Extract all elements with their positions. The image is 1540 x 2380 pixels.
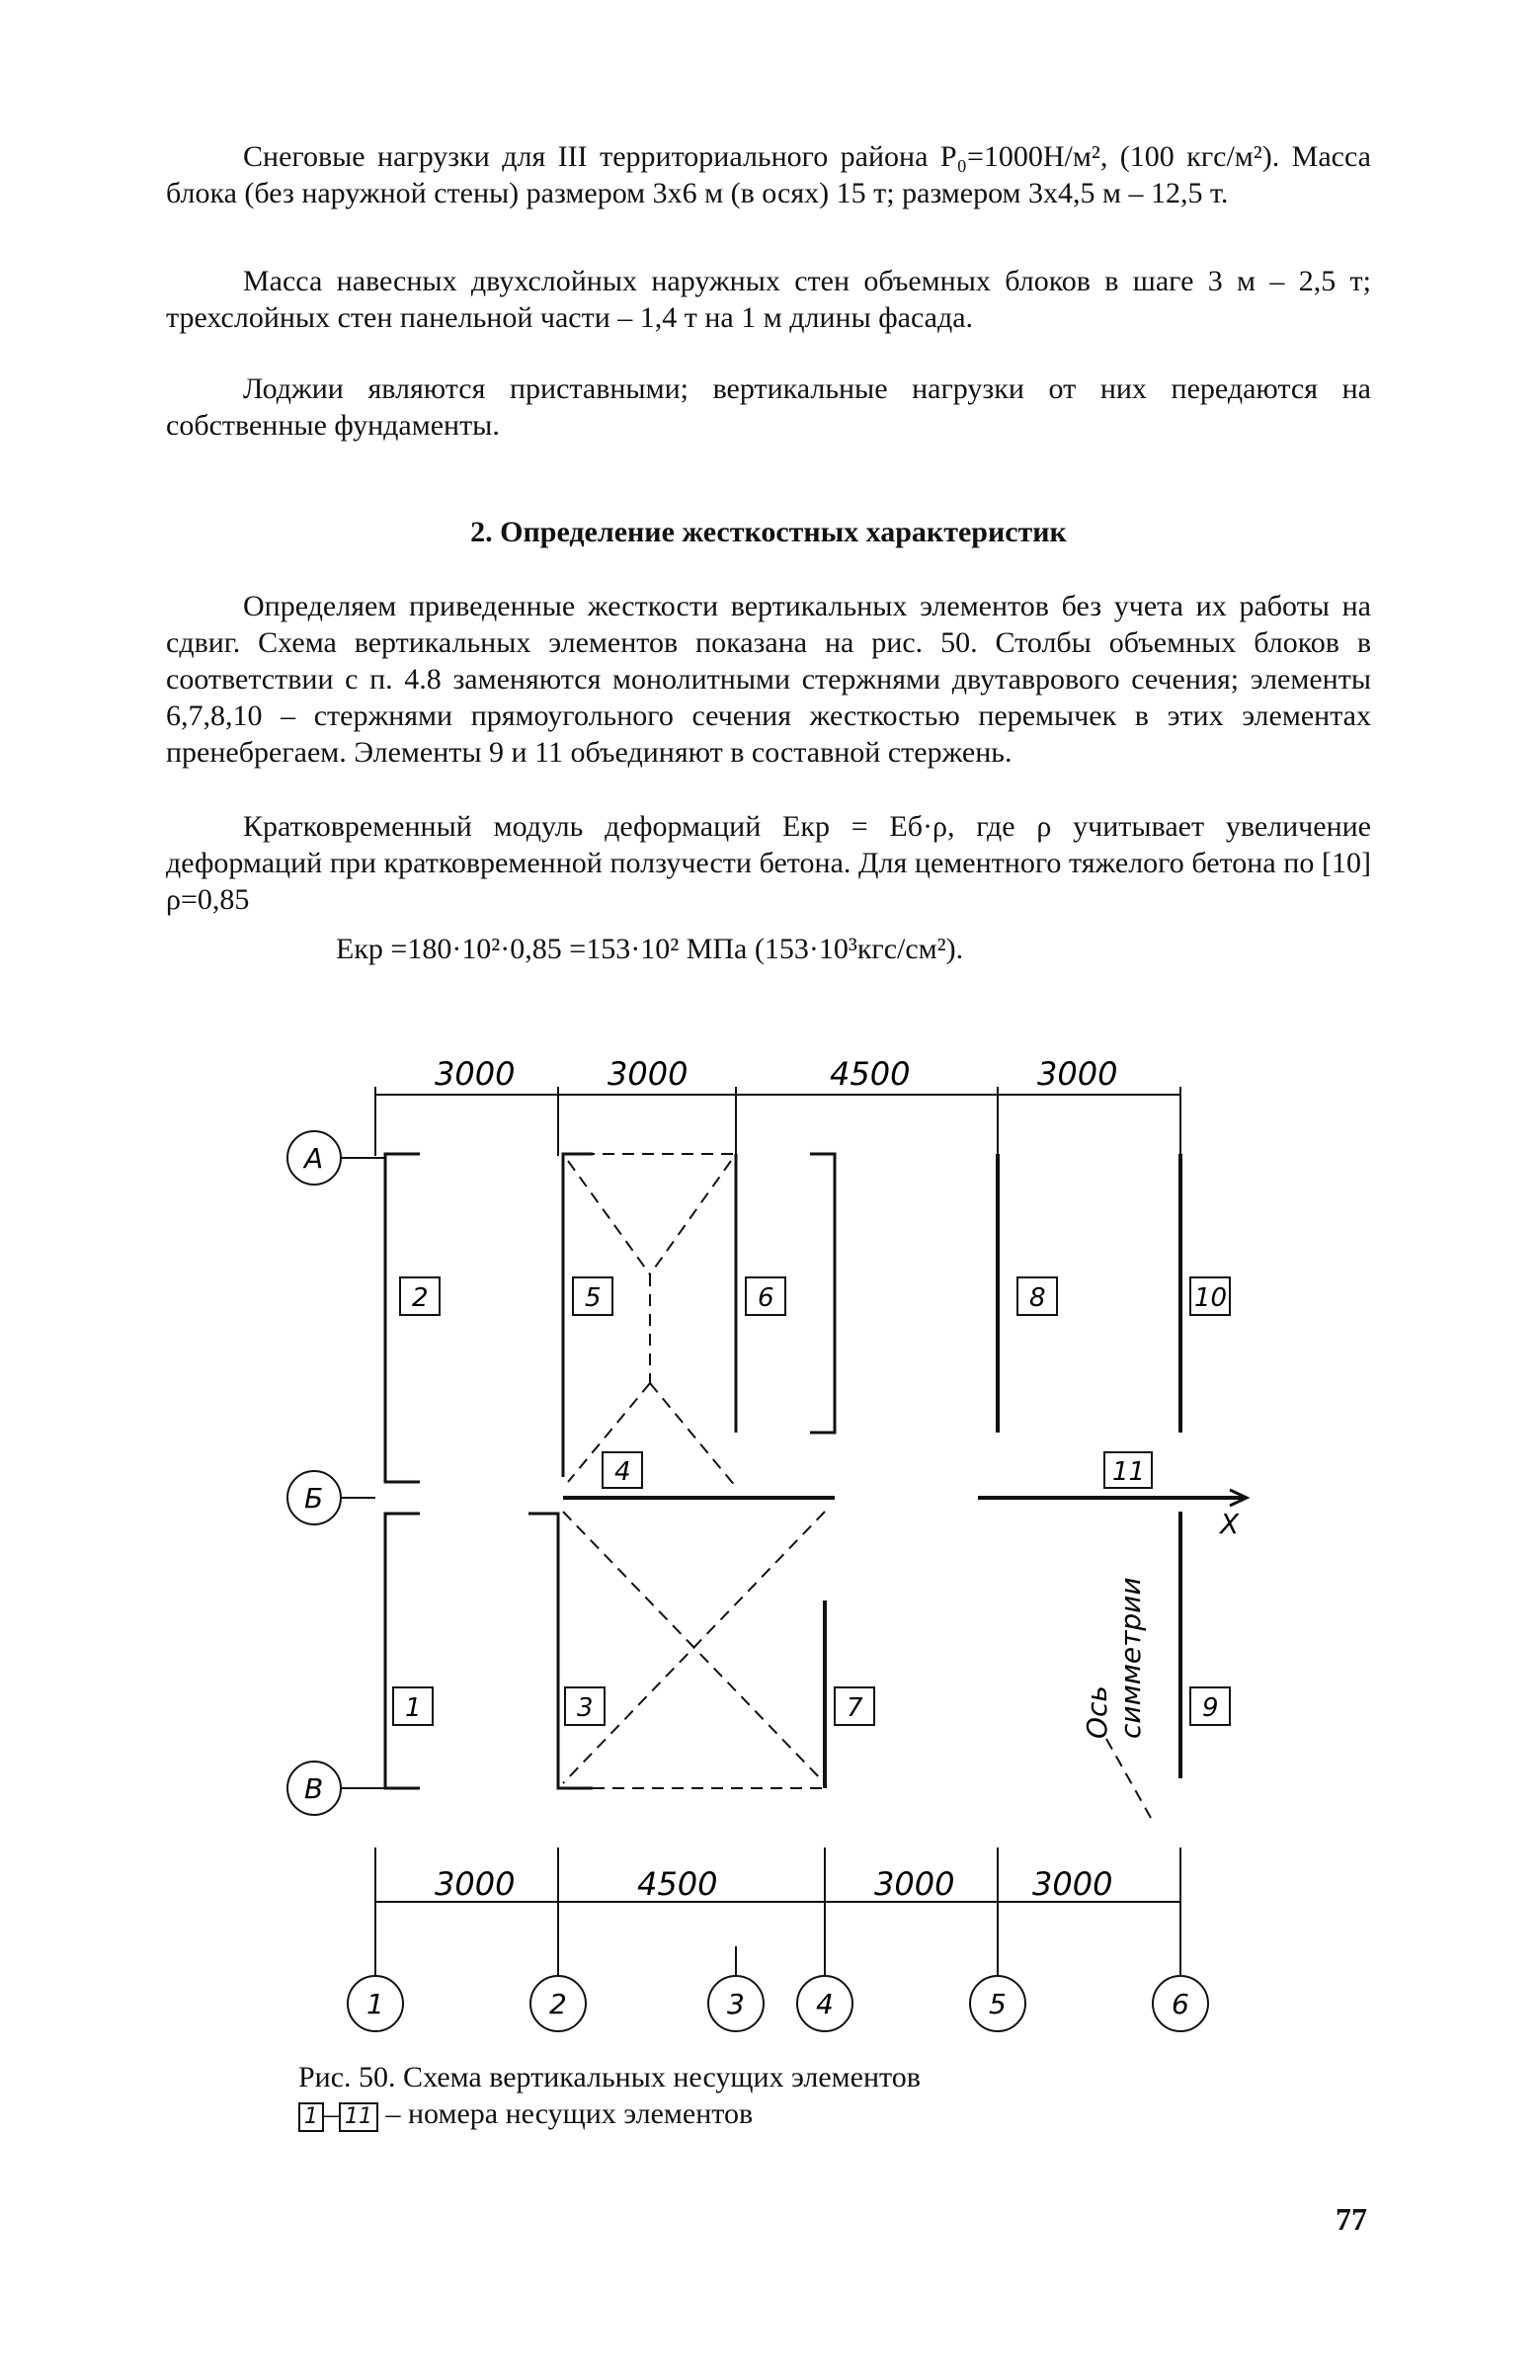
section-heading: 2. Определение жесткостных характеристик bbox=[470, 516, 1067, 548]
bottom-dim-4: 3000 bbox=[1032, 1865, 1113, 1903]
paragraph-snow-loads: Снеговые нагрузки для III территориального района P₀=1000Н/м², (100 кгс/м²). Масса блока (без наружной стены) размером 3х6 м (в осях) 15 т; размером 3х4,5 м – 12,5 т. bbox=[166, 140, 1371, 209]
bottom-dim-1: 3000 bbox=[435, 1865, 516, 1903]
symmetry-label-line2: симметрии bbox=[1114, 1577, 1147, 1739]
caption-box-first: 1 bbox=[298, 2102, 324, 2132]
paragraph-wall-mass: Масса навесных двухслойных наружных стен объемных блоков в шаге 3 м – 2,5 т; трехслойных стен панельной части – 1,4 т на 1 м длины фасада. bbox=[166, 265, 1371, 334]
caption-line-1: Рис. 50. Схема вертикальных несущих элементов bbox=[298, 2061, 921, 2093]
page-number: 77 bbox=[1336, 2201, 1367, 2237]
formula-modulus: Eкр =180·10²·0,85 =153·10² МПа (153·10³кгс/см²). bbox=[336, 933, 964, 965]
element-label-9: 9 bbox=[1202, 1693, 1219, 1723]
paragraph-loggias: Лоджии являются приставными; вертикальные нагрузки от них передаются на собственные фундаменты. bbox=[166, 372, 1371, 442]
top-dim-3: 4500 bbox=[830, 1055, 911, 1093]
figure-caption bbox=[298, 2059, 921, 2132]
element-label-2: 2 bbox=[412, 1283, 429, 1313]
paragraph-stiffness: Определяем приведенные жесткости вертикальных элементов без учета их работы на сдвиг. Схема вертикальных элементов показана на рис. 50. Столбы объемных блоков в соответствии с п. 4.8 заменяются монолитными стержнями двутаврового сечения; элементы 6,7,8,10 – стержнями прямоугольного сечения жесткостью перемычек в этих элементах пренебрегаем. Элементы 9 и 11 объединяют в составной стержень. bbox=[166, 590, 1371, 769]
element-label-8: 8 bbox=[1029, 1283, 1046, 1313]
bottom-dim-2: 4500 bbox=[637, 1865, 718, 1903]
element-label-1: 1 bbox=[405, 1693, 422, 1723]
axis-label-V: В bbox=[304, 1772, 324, 1805]
paragraph-modulus: Кратковременный модуль деформаций Eкр = Eб·ρ, где ρ учитывает увеличение деформаций при кратковременной ползучести бетона. Для цементного тяжелого бетона по [10] ρ=0,85 bbox=[166, 810, 1371, 916]
top-dim-1: 3000 bbox=[435, 1055, 516, 1093]
top-dim-4: 3000 bbox=[1037, 1055, 1118, 1093]
axis-label-5: 5 bbox=[989, 1988, 1007, 2020]
element-label-3: 3 bbox=[577, 1693, 594, 1723]
x-axis-label: X bbox=[1220, 1508, 1240, 1540]
element-label-7: 7 bbox=[847, 1693, 863, 1723]
axis-label-3: 3 bbox=[727, 1988, 745, 2020]
element-label-5: 5 bbox=[585, 1283, 602, 1313]
bottom-dim-3: 3000 bbox=[874, 1865, 955, 1903]
symmetry-label-line1: Ось bbox=[1081, 1685, 1113, 1739]
axis-label-A: А bbox=[304, 1142, 324, 1175]
caption-line-2: 1 – 11 – номера несущих элементов bbox=[298, 2095, 921, 2132]
caption-line-2-text: – номера несущих элементов bbox=[385, 2097, 754, 2130]
axis-label-6: 6 bbox=[1172, 1988, 1189, 2020]
element-label-10: 10 bbox=[1194, 1283, 1228, 1313]
element-label-4: 4 bbox=[614, 1457, 631, 1487]
element-label-6: 6 bbox=[758, 1283, 774, 1313]
axis-label-2: 2 bbox=[549, 1988, 567, 2020]
axis-label-B: Б bbox=[304, 1482, 324, 1515]
element-label-11: 11 bbox=[1112, 1457, 1146, 1487]
axis-label-1: 1 bbox=[366, 1988, 384, 2020]
axis-label-4: 4 bbox=[816, 1988, 834, 2020]
caption-box-last: 11 bbox=[339, 2102, 378, 2132]
top-dim-2: 3000 bbox=[608, 1055, 689, 1093]
